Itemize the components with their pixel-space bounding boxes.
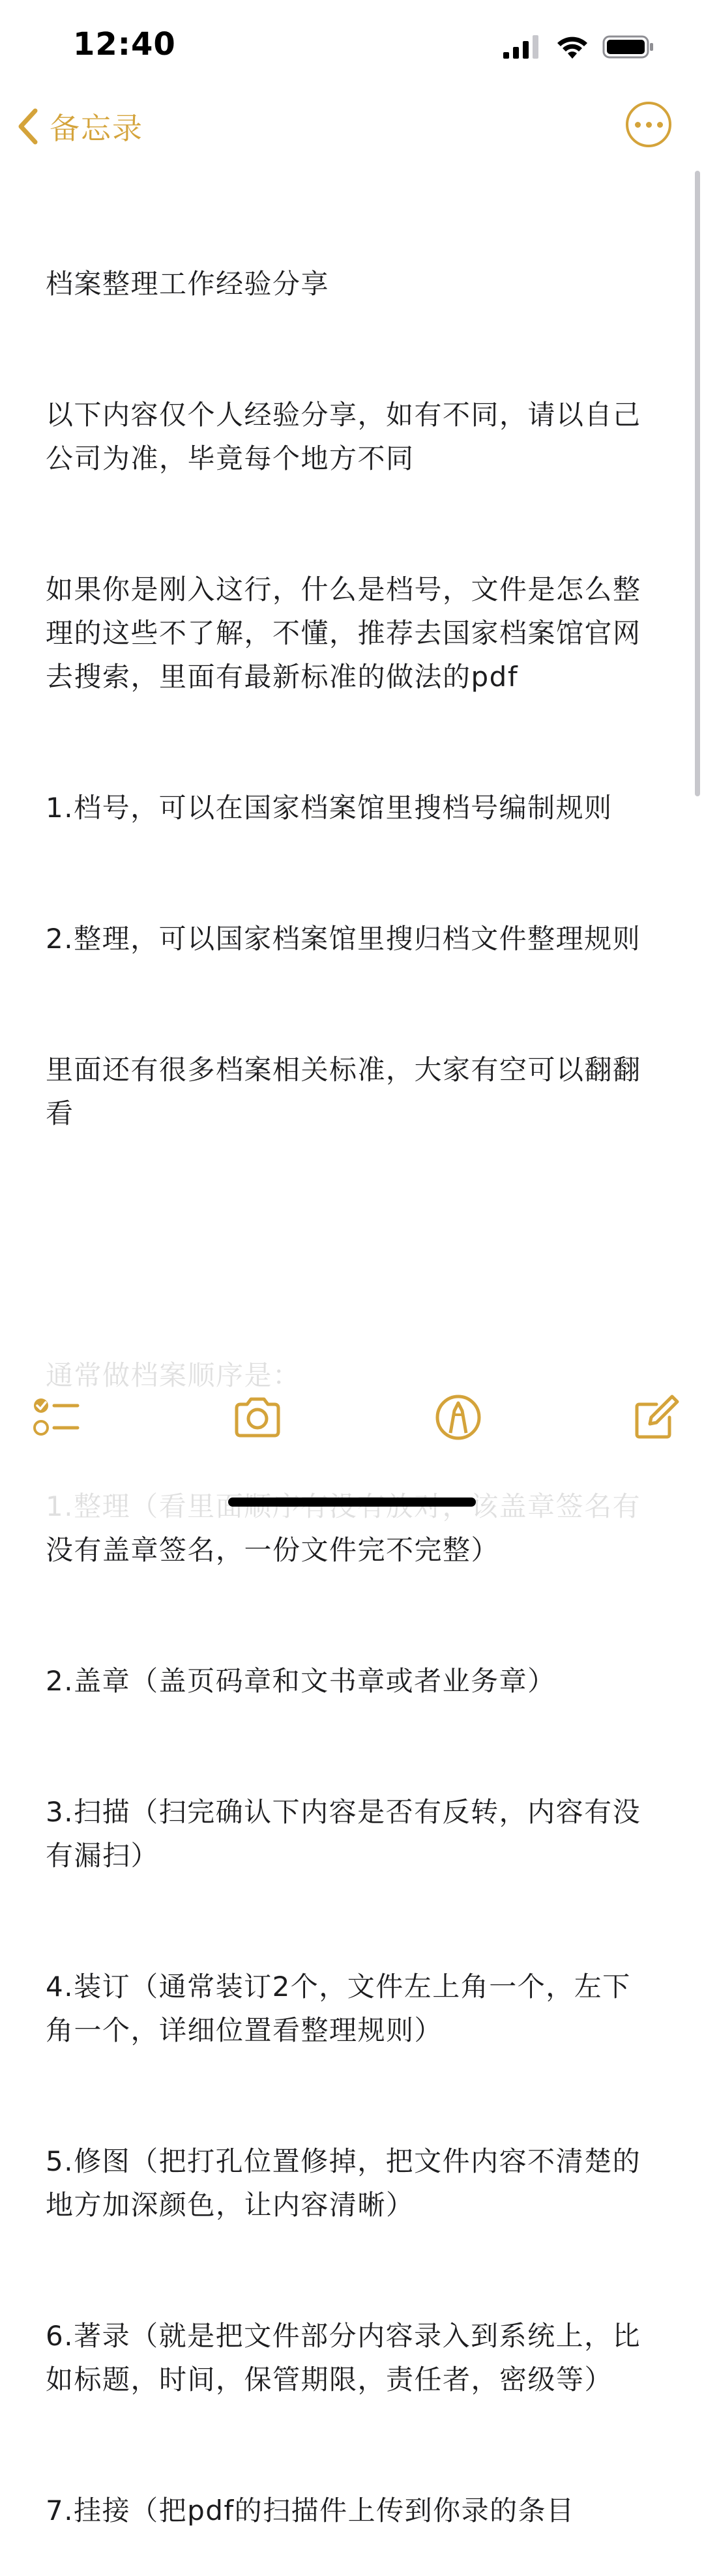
note-title: 档案整理工作经验分享	[46, 268, 330, 300]
home-indicator[interactable]	[228, 1498, 476, 1507]
note-line: 里面还有很多档案相关标准，大家有空可以翻翻看	[46, 1054, 641, 1129]
note-line: 2.整理，可以国家档案馆里搜归档文件整理规则	[46, 923, 641, 955]
ellipsis-icon	[635, 122, 641, 128]
cellular-signal-icon	[502, 34, 541, 60]
note-line: 没有盖章签名，一份文件完不完整）	[46, 1534, 500, 1566]
checklist-icon	[29, 1391, 81, 1443]
note-line: 如果你是刚入这行，什么是档号，文件是怎么整理的这些不了解，不懂，推荐去国家档案馆官网去搜索，里面有最新标准的做法的pdf	[46, 573, 641, 693]
note-line: 以下内容仅个人经验分享，如有不同，请以自己公司为准，毕竟每个地方不同	[46, 399, 641, 474]
back-label: 备忘录	[50, 111, 143, 146]
camera-button[interactable]	[228, 1388, 287, 1447]
checklist-button[interactable]	[26, 1388, 85, 1447]
note-line: 6.著录（就是把文件部分内容录入到系统上，比如标题，时间，保管期限，责任者，密级等）	[46, 2320, 641, 2395]
markup-button[interactable]	[429, 1388, 488, 1447]
scrollbar[interactable]	[695, 171, 700, 796]
status-icons	[502, 34, 658, 60]
bottom-toolbar	[0, 1388, 704, 1460]
note-line: 4.装订（通常装订2个，文件左上角一个，左下角一个，详细位置看整理规则）	[46, 1971, 631, 2046]
navigation-bar	[0, 98, 704, 156]
note-line: 5.修图（把打孔位置修掉，把文件内容不清楚的地方加深颜色，让内容清晰）	[46, 2145, 641, 2221]
note-line: 3.扫描（扫完确认下内容是否有反转，内容有没有漏扫）	[46, 1796, 641, 1872]
camera-icon	[231, 1391, 284, 1443]
compose-button[interactable]	[627, 1388, 686, 1447]
back-button[interactable]	[14, 103, 143, 150]
compose-icon	[630, 1391, 682, 1443]
note-line: 1.档号，可以在国家档案馆里搜档号编制规则	[46, 792, 613, 824]
wifi-icon	[555, 34, 589, 60]
note-line: 2.盖章（盖页码章和文书章或者业务章）	[46, 1665, 556, 1697]
more-options-button[interactable]	[626, 102, 671, 147]
status-bar	[0, 0, 704, 91]
note-blank-line	[46, 1223, 652, 1266]
note-line: 7.挂接（把pdf的扫描件上传到你录的条目	[46, 2495, 575, 2526]
chevron-left-icon	[14, 106, 40, 147]
status-time: 12:40	[73, 26, 176, 63]
markup-pen-icon	[432, 1391, 484, 1443]
battery-icon	[602, 35, 654, 59]
note-body[interactable]	[46, 175, 652, 2526]
